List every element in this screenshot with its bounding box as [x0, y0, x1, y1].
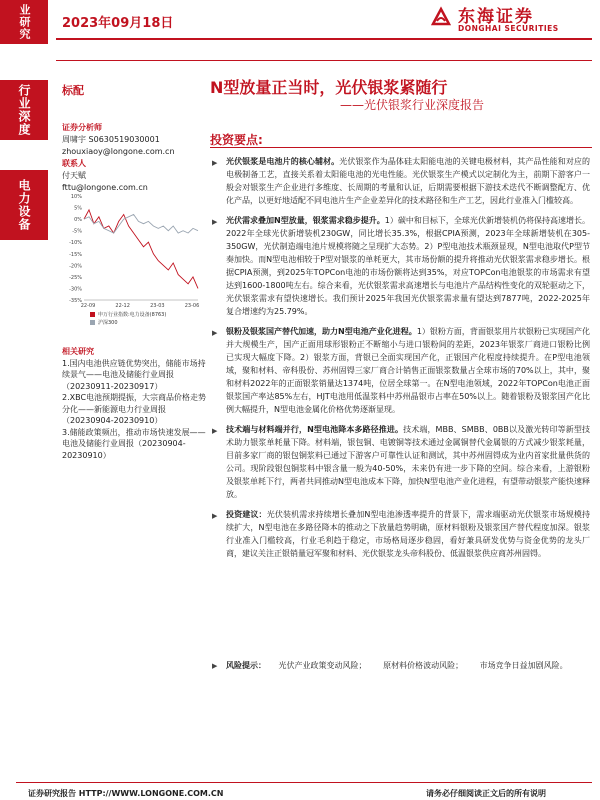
- y-tick-label: 0%: [74, 217, 82, 224]
- footer-rule: [16, 782, 592, 783]
- key-point-lead: 技术端与材料端并行，N型电池降本多路径推进。: [226, 425, 404, 434]
- key-points-list: [212, 155, 590, 567]
- analyst-block: [62, 122, 202, 194]
- legend-swatch: [90, 320, 95, 325]
- analyst-name: 周啸宇 S0630519030001: [62, 135, 160, 144]
- footer-website[interactable]: 证券研究报告 HTTP://WWW.LONGONE.COM.CN: [28, 789, 224, 798]
- contact-label: 联系人: [62, 159, 86, 168]
- sidebar-tab-power-equipment: 电力设备: [0, 170, 48, 240]
- key-point: [212, 423, 590, 501]
- key-point-text: 光伏银浆作为晶体硅太阳能电池的关键电极材料，其产品性能和对应的电极制备工艺，直接关系着太阳能电池的光电性能。光伏银浆生产模式以定制化为主，前期下游客户一般会对银浆生产企业进行多维度、长周期的考量和认证，后期需要根据下游技术迭代不断调整配方、优化产品，以更好地适配不同电池片生产企业差异化的技术路径和生产工艺，因此行业准入门槛较高。: [226, 157, 591, 205]
- key-points-heading: 投资要点:: [210, 133, 263, 147]
- risk-item: 原材料价格波动风险；: [383, 661, 464, 670]
- legend-label: 申万行业指数:电力设备(8763): [98, 312, 167, 318]
- series-line: [84, 210, 198, 289]
- report-title: N型放量正当时，光伏银浆紧随行: [210, 78, 448, 97]
- sidebar-tab-industry-depth: 行业深度: [0, 80, 48, 140]
- contact-email[interactable]: fttu@longone.com.cn: [62, 183, 148, 192]
- key-point: [212, 325, 590, 416]
- y-tick-label: -10%: [69, 240, 82, 247]
- key-point-lead: 光伏银浆是电池片的核心辅材。: [226, 157, 340, 166]
- y-tick-label: -20%: [69, 263, 82, 270]
- key-point-lead: 银粉及银浆国产替代加速，助力N型电池产业化进程。: [226, 327, 417, 336]
- key-point: [212, 155, 590, 207]
- key-point: [212, 508, 590, 560]
- y-tick-label: -25%: [69, 274, 82, 281]
- y-tick-label: -5%: [72, 228, 82, 235]
- y-tick-label: 5%: [74, 205, 82, 212]
- bullet-triangle-icon: ▶: [212, 512, 218, 520]
- risk-notice: [212, 659, 590, 673]
- related-label: 相关研究: [62, 347, 94, 356]
- bullet-triangle-icon: ▶: [212, 427, 218, 435]
- risk-item: 光伏产业政策变动风险；: [278, 661, 367, 670]
- y-tick-label: 10%: [70, 194, 82, 200]
- series-line: [84, 215, 198, 234]
- header-rule-2: [56, 60, 592, 61]
- key-point-text: 1）银粉方面，背面银浆用片状银粉已实现国产化并大规模生产，国产正面用球形银粉正不断缩小与进口银粉间的差距，2023年银浆厂商进口银粉比例已实现大幅度下降。2）银浆方面，背银已全面实现国产化，正银国产化程度持续提升。在P型电池领域，聚和材料、帝科股份、苏州固锝三家厂商合计销售正面银浆数量占全球市场的70%以上，其中，聚和材料2022年的正面银浆销量达1374吨，位居全球第一。在N型电池领域，2022年TOPCon电池正面银浆国产率达85%左右，HJT电池用低温浆料中苏州晶银市占率在50%以上。随着银粉及银浆国产化比例大幅提升，N型电池金属化价格优势逐渐显现。: [226, 327, 590, 414]
- analyst-label: 证券分析师: [62, 123, 102, 132]
- left-sidebar: [0, 0, 48, 800]
- analyst-email[interactable]: zhouxiaoy@longone.com.cn: [62, 147, 175, 156]
- report-subtitle: ——光伏银浆行业深度报告: [340, 98, 485, 112]
- key-point-lead: 投资建议：: [226, 510, 267, 519]
- x-tick-label: 23-03: [150, 303, 165, 309]
- bullet-triangle-icon: ▶: [212, 159, 218, 167]
- related-research: [62, 346, 207, 461]
- bullet-triangle-icon: ▶: [212, 218, 218, 226]
- key-point: [212, 214, 590, 318]
- sidebar-tab-research: 业研究: [0, 0, 48, 44]
- report-date: 2023年09月18日: [62, 16, 174, 31]
- y-tick-label: -30%: [69, 286, 82, 293]
- key-point-text: 技术端，MBB、SMBB、0BB以及激光转印等新型技术助力银浆单耗量下降。材料端，银包铜、电镀铜等技术通过金属铜替代金属银的方式减少银浆耗量，目前多家厂商的银包铜浆料已通过下游客户可靠性认证和测试，其中苏州固锝成为业内首家批量供货的公司。现阶段银包铜浆料中银含量一般为40-50%，未来仍有进一步下降的空间。综合来看，上游银粉及银浆单耗下行，两者共同推动N型电池成本下降，加快N型电池产业化进程，有望带动银浆产能快速释放。: [226, 425, 590, 499]
- contact-name: 付天赋: [62, 171, 86, 180]
- legend-label: 沪深300: [98, 320, 118, 326]
- x-tick-label: 22-09: [80, 303, 96, 309]
- logo-text-cn: 东海证券: [458, 7, 534, 27]
- footer-disclaimer: 请务必仔细阅读正文后的所有说明: [426, 789, 546, 798]
- related-item[interactable]: 3.储能政策频出，推动市场快速发展——电池及储能行业周报（20230904-20230910）: [62, 427, 206, 460]
- index-performance-chart: [60, 190, 202, 335]
- risk-item: 市场竞争日益加剧风险。: [479, 661, 568, 670]
- y-tick-label: -15%: [69, 251, 82, 258]
- company-logo: [430, 2, 590, 38]
- bullet-triangle-icon: ▶: [212, 329, 218, 337]
- header-rule: [56, 38, 592, 40]
- logo-mark-icon: [430, 6, 452, 28]
- x-tick-label: 22-12: [115, 303, 130, 309]
- key-point-text: 1）碳中和目标下，全球光伏新增装机仍将保持高速增长。2022年全球光伏新增装机230GW，同比增长35.3%，根据CPIA预测，2023年全球新增装机在305-350GW，光伏制造端电池片规模将随之呈现扩大态势。2）P型电池技术瓶颈显现，N型电池取代P型节奏加快。而N型电池相较于P型对银浆的单耗更大，其市场份额的提升将推动光伏银浆需求稳步增长。根据CPIA预测，到2025年TOPCon电池的市场份额将达到35%，对应TOPCon电池银浆的市场需求有望达到1600-1800吨左右。综合来看，光伏银浆需求高速增长与电池片产品结构性变化的双轮驱动之下，光伏银浆需求有望快速增长。我们预计2025年我国光伏银浆需求量有望达到7877吨，2022-2025年复合增速约为25.79%。: [226, 216, 590, 316]
- legend-swatch: [90, 312, 95, 317]
- x-tick-label: 23-06: [184, 303, 200, 309]
- related-item[interactable]: 2.XBC电池预期提振，大宗商品价格走势分化——新能源电力行业周报（20230904-20230910）: [62, 393, 207, 425]
- key-point-text: 光伏装机需求持续增长叠加N型电池渗透率提升的背景下，需求端驱动光伏银浆市场规模持续扩大，N型电池在多路径降本的推动之下放量趋势明确，原材料银粉及银浆国产替代程度加深。银浆行业准入门槛较高，行业毛利趋于稳定，市场格局逐步稳固，看好兼具研发优势与资金优势的龙头厂商，建议关注正银销量冠军聚和材料、光伏银浆龙头帝科股份、低温银浆供应商苏州固锝。: [226, 510, 590, 558]
- risk-label: 风险提示：: [226, 661, 266, 670]
- bullet-triangle-icon: ▶: [212, 662, 218, 670]
- key-point-lead: 光伏需求叠加N型放量，银浆需求稳步提升。: [226, 216, 385, 225]
- key-points-rule: [210, 147, 592, 148]
- rating-label: 标配: [62, 84, 84, 97]
- logo-text-en: DONGHAI SECURITIES: [458, 24, 559, 33]
- y-tick-label: -35%: [69, 298, 82, 304]
- related-item[interactable]: 1.国内电池供应链优势突出，储能市场持续景气——电池及储能行业周报（20230911-20230917）: [62, 358, 206, 391]
